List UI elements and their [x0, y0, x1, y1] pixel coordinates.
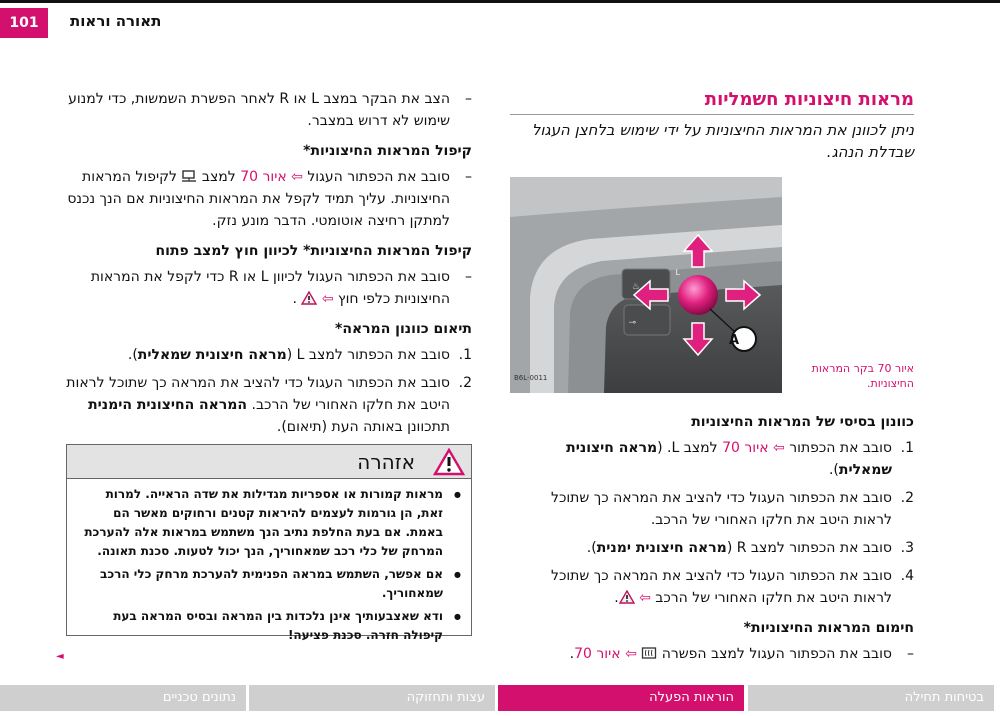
mirror-control-figure — [510, 177, 782, 393]
text-bold: המראה החיצונית הימנית — [88, 397, 248, 413]
text: סובב את הכפתור העגול כדי להציב את המראה כך שתוכל לראות היטב את חלקו האחורי של הרכב — [550, 568, 892, 606]
warning-triangle-icon[interactable] — [301, 291, 317, 305]
text: סובב את הכפתור העגול למצב הפשרה — [661, 646, 892, 662]
chapter-title: תאורה וראות — [70, 12, 162, 30]
arrow-left-icon: ⇦ — [291, 169, 303, 185]
warning-title: אזהרה — [357, 450, 415, 474]
text: תתכוונן באותה העת (תיאום). — [276, 419, 450, 435]
right-column — [510, 88, 914, 671]
figure-block — [510, 177, 914, 393]
warning-item: ● מראות קמורות או אספריות מגדילות את שדה הראייה. למרות זאת, הן גורמות לעצמים להיראות קטנים ורחוקים מאשר הם באמת. אם בעת החלפת נתיב הנך משתמש במראות אלה להערכת המרחק של כלי רכב שמאחוריך, הנך יכול לטעות. סכנת תאונה. — [77, 485, 461, 561]
fig-ref-text: איור 70 — [240, 169, 287, 185]
paragraph-unfold: – סובב את הכפתור העגול לכיוון L או R כדי לקפל את המראות החיצוניות כלפי חוץ ⇦ . — [66, 266, 472, 310]
text: סובב את הכפתור למצב R ( — [726, 540, 892, 556]
text: לקיפול המראות החיצוניות. עליך תמיד לקפל את המראות החיצוניות אם הנך נכנס למתקן רחיצה אוטומטי. הדבר מונע נזק. — [67, 169, 450, 229]
text: ). — [828, 462, 839, 478]
basic-step-4: .4 סובב את הכפתור העגול כדי להציב את המראה כך שתוכל לראות היטב את חלקו האחורי של הרכב ⇦ . — [550, 568, 914, 606]
mirror-control-illustration — [510, 177, 782, 393]
heading-unfold-mirrors: קיפול המראות החיצוניות* לכיוון חוץ למצב פתוח — [155, 243, 472, 259]
fig-ref-text: איור 70 — [722, 440, 769, 456]
page-number: 101 — [0, 8, 48, 38]
sync-step-1: .1 סובב את הכפתור למצב L (מראה חיצונית שמאלית). — [127, 347, 472, 363]
paragraph-heating: – סובב את הכפתור העגול למצב הפשרה ⇦ איור 70. — [510, 643, 914, 665]
figure-code: B6L-0011 — [514, 374, 548, 382]
basic-step-2: .2 סובב את הכפתור העגול כדי להציב את המראה כך שתוכל לראות היטב את חלקו האחורי של הרכב. — [550, 490, 914, 528]
paragraph-fold — [66, 166, 472, 232]
figure-caption: איור 70 בקר המראות החיצוניות. — [811, 362, 914, 390]
heading-mirror-sync: תיאום כוונון המראה* — [335, 321, 472, 337]
mirror-heating-icon — [641, 646, 657, 660]
text: ). — [127, 347, 138, 363]
warning-item: ● ודא שאצבעותיך אינן נלכדות בין המראה ובסיס המראה בעת קיפולה חזרה. סכנת פציעה! — [77, 607, 461, 645]
warning-item: ● אם אפשר, השתמש במראה הפנימית להערכת מרחק כלי הרכב שמאחוריך. — [77, 565, 461, 603]
section-title: מראות חיצוניות חשמליות — [510, 88, 914, 115]
arrow-left-icon: ⇦ — [639, 590, 651, 606]
text: סובב את הכפתור העגול — [307, 169, 450, 185]
page-header — [0, 0, 1000, 42]
warning-header — [67, 445, 471, 479]
left-column — [66, 88, 472, 444]
fig-ref-link[interactable] — [722, 440, 785, 456]
svg-text:L: L — [675, 268, 680, 277]
svg-text:♨: ♨ — [631, 282, 640, 292]
arrow-left-icon: ⇦ — [321, 291, 334, 307]
warning-triangle-icon — [433, 448, 465, 476]
text: למצב L. ( — [657, 440, 718, 456]
text: סובב את הכפתור — [789, 440, 892, 456]
arrow-left-icon: ⇦ — [773, 440, 785, 456]
mirror-knob — [678, 275, 718, 315]
arrow-left-icon: ⇦ — [625, 646, 637, 662]
text-bold: מראה חיצונית ימנית — [596, 540, 727, 556]
fold-mirror-icon — [181, 169, 197, 183]
paragraph-defrost-note: – הצב את הבקר במצב L או R לאחר הפשרת השמשות, כדי למנוע שימוש לא דרוש במצבר. — [66, 88, 472, 132]
section-intro: ניתן לכוונן את המראות החיצוניות על ידי שימוש בלחצן העגול שבדלת הנהג. — [531, 121, 914, 161]
fig-ref-text: איור 70 — [574, 646, 621, 662]
fig-ref-link[interactable] — [240, 169, 303, 185]
fig-ref-link[interactable] — [574, 646, 637, 662]
svg-text:⊸: ⊸ — [628, 318, 636, 328]
text: סובב את הכפתור העגול כדי להציב את המראה כך שתוכל לראות היטב את חלקו האחורי של הרכב. — [550, 490, 892, 528]
text: למצב — [201, 169, 236, 185]
header-rule — [0, 0, 1000, 3]
tab-tips-maintenance[interactable]: עצות ותחזוקה — [249, 685, 495, 711]
back-arrow-icon[interactable]: ◄ — [56, 651, 64, 662]
figure-callout-label: A — [728, 333, 739, 348]
tab-technical-data[interactable]: נתונים טכניים — [0, 685, 246, 711]
warning-box — [66, 444, 472, 642]
heading-heating: חימום המראות החיצוניות* — [743, 620, 914, 636]
text-bold: מראה חיצונית שמאלית — [566, 440, 892, 478]
footer-tabs — [0, 685, 1000, 711]
text: סובב את הכפתור למצב L ( — [286, 347, 450, 363]
tab-operating-instructions[interactable]: הוראות הפעלה — [498, 685, 744, 711]
heading-basic-adjust: כוונון בסיסי של המראות החיצוניות — [691, 414, 914, 430]
text: סובב את הכפתור העגול כדי להציב את המראה כך שתוכל לראות היטב את חלקו האחורי של הרכב. — [66, 375, 450, 413]
basic-step-3: .3 סובב את הכפתור למצב R (מראה חיצונית ימנית). — [586, 540, 914, 556]
text-bold: מראה חיצונית שמאלית — [137, 347, 287, 363]
tab-safety-first[interactable]: בטיחות תחילה — [748, 685, 994, 711]
heading-fold-mirrors: קיפול המראות החיצוניות* — [303, 143, 472, 159]
sync-step-2: .2 סובב את הכפתור העגול כדי להציב את המראה כך שתוכל לראות היטב את חלקו האחורי של הרכב. המראה החיצונית הימנית תתכוונן באותה העת (תיאום). — [66, 375, 472, 435]
basic-step-1: .1 סובב את הכפתור ⇦ איור 70 למצב L. (מראה חיצונית שמאלית). — [566, 440, 914, 478]
warning-triangle-icon[interactable] — [619, 590, 635, 604]
text: ). — [586, 540, 597, 556]
warning-body — [67, 479, 471, 645]
text: סובב את הכפתור העגול לכיוון L או R כדי לקפל את המראות החיצוניות כלפי חוץ — [90, 269, 450, 307]
